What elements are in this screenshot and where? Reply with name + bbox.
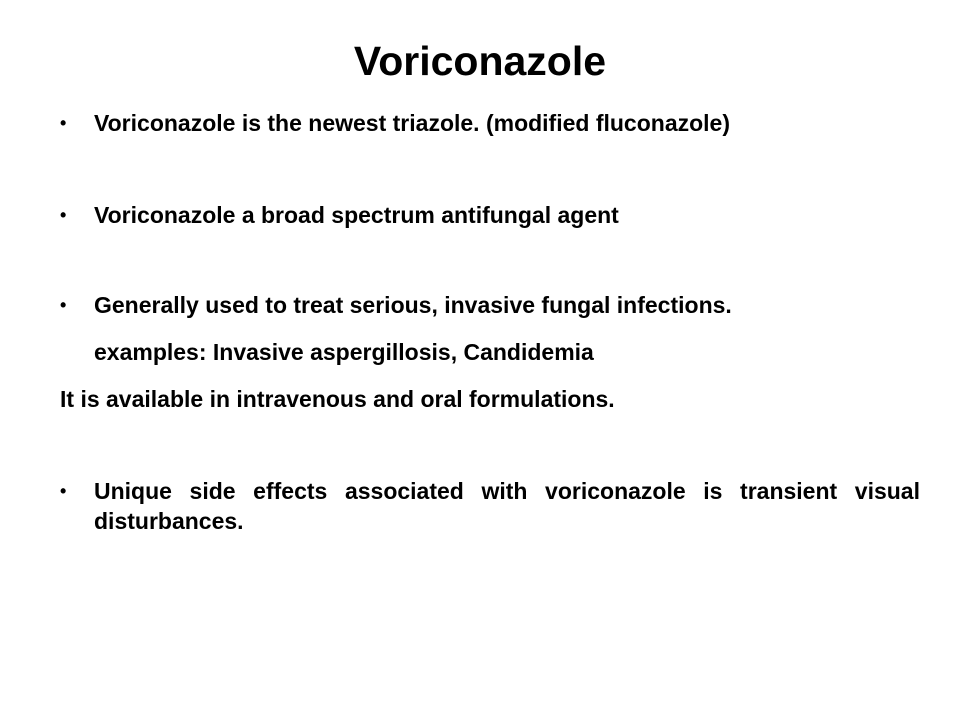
bullet-text: Voriconazole is the newest triazole. (modified fluconazole)	[94, 110, 731, 136]
bullet-dot-icon: •	[60, 205, 67, 225]
bullet-item	[60, 200, 920, 230]
formulation-line: It is available in intravenous and oral formulations.	[60, 386, 615, 412]
bullet-text: Unique side effects associated with voriconazole is transient visual disturbances.	[94, 478, 920, 534]
bullet-dot-icon: •	[60, 113, 67, 133]
bullet-dot-icon: •	[60, 481, 67, 501]
examples-line: examples: Invasive aspergillosis, Candidemia	[94, 339, 594, 365]
bullet-item	[60, 108, 920, 138]
bullet-text: Generally used to treat serious, invasive fungal infections.	[94, 292, 732, 318]
slide-title: Voriconazole	[353, 38, 607, 84]
bullet-text: Voriconazole a broad spectrum antifungal agent	[94, 202, 619, 228]
bullet-item	[60, 476, 920, 536]
bullet-item	[60, 290, 920, 320]
bullet-dot-icon: •	[60, 295, 67, 315]
